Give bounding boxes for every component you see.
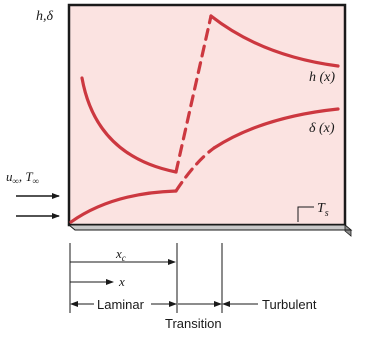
turbulent-label: Turbulent bbox=[262, 297, 317, 312]
x-label: x bbox=[119, 274, 125, 289]
freestream-label: $u_\infty$, $T_\infty$ bbox=[6, 169, 40, 186]
plate-top bbox=[69, 225, 351, 230]
surface-temperature-label: $T_s$ bbox=[317, 201, 329, 219]
laminar-label: Laminar bbox=[97, 297, 144, 312]
y-axis-label: h,δ bbox=[36, 9, 54, 24]
xc-label: $x_c$ bbox=[116, 246, 126, 263]
delta-curve-label: δ (x) bbox=[309, 121, 335, 136]
transition-label: Transition bbox=[165, 316, 222, 331]
h-curve-label: h (x) bbox=[309, 70, 336, 85]
